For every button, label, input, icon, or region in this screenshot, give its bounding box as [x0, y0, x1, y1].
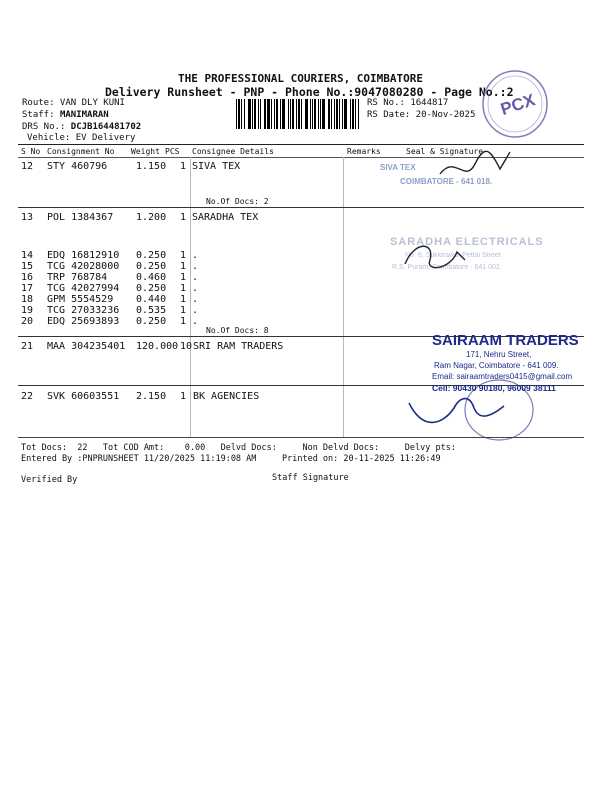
- barcode-bar: [248, 99, 251, 129]
- row-pcs: 1: [180, 283, 187, 294]
- row-pcs: 1: [180, 305, 187, 316]
- docs-note: No.Of Docs: 2: [206, 197, 269, 206]
- row-weight: 0.250: [136, 261, 167, 272]
- barcode-bar: [280, 99, 281, 129]
- sairaam-stamp-name: SAIRAAM TRADERS: [432, 332, 579, 349]
- barcode-bar: [254, 99, 256, 129]
- barcode-bar: [258, 99, 259, 129]
- signature-saradha: [395, 232, 485, 277]
- row-consignee: .: [192, 316, 199, 327]
- row-consignment: STY 460796: [47, 161, 108, 172]
- row-sno: 13: [21, 212, 34, 223]
- company-name: THE PROFESSIONAL COURIERS, COIMBATORE: [178, 72, 424, 85]
- barcode-bar: [350, 99, 351, 129]
- barcode-bar: [236, 99, 237, 129]
- electricals-stamp-line3: R.S. Puram, Coimbatore - 641 002.: [392, 264, 502, 271]
- pcx-stamp-text: PCX: [498, 90, 538, 120]
- row-sno: 16: [21, 272, 34, 283]
- row-weight: 0.250: [136, 283, 167, 294]
- row-weight: 0.250: [136, 250, 167, 261]
- barcode-bar: [331, 99, 332, 129]
- row-weight: 2.150: [136, 391, 167, 402]
- barcode-bar: [320, 99, 321, 129]
- row-pcs: 1: [180, 161, 187, 172]
- row-pcs: 1: [180, 272, 187, 283]
- row-weight: 0.535: [136, 305, 167, 316]
- sivatex-stamp-line2: COIMBATORE - 641 018.: [400, 177, 493, 186]
- col-sno: S No: [21, 147, 41, 156]
- barcode-bar: [314, 99, 316, 129]
- route-text: Route: VAN DLY KUNI: [22, 98, 125, 108]
- barcode-bar: [355, 99, 356, 129]
- sairaam-stamp-email: Email: sairaamtraders0415@gmail.com: [432, 372, 573, 381]
- barcode-bar: [334, 99, 335, 129]
- barcode-bar: [339, 99, 340, 129]
- staff-name: MANIMARAN: [59, 110, 109, 120]
- col-divider: [343, 157, 344, 437]
- drs-label: DRS No.:: [22, 122, 66, 132]
- barcode-bar: [298, 99, 300, 129]
- row-pcs: 1: [180, 294, 187, 305]
- row-sno: 19: [21, 305, 34, 316]
- row-sno: 18: [21, 294, 34, 305]
- row-consignment: POL 1384367: [47, 212, 114, 223]
- row-consignee: .: [192, 305, 199, 316]
- row-consignment: EDQ 25693893: [47, 316, 120, 327]
- row-consignment: GPM 5554529: [47, 294, 114, 305]
- drs-row: [22, 122, 141, 132]
- col-weight: Weight: [131, 147, 160, 156]
- row-consignee: SIVA TEX: [192, 161, 241, 172]
- docs-note: No.Of Docs: 8: [206, 326, 269, 335]
- row-weight: 0.250: [136, 316, 167, 327]
- barcode-bar: [318, 99, 319, 129]
- barcode-bar: [301, 99, 302, 129]
- sivatex-stamp-line1: SIVA TEX: [380, 163, 416, 172]
- barcode-bar: [276, 99, 278, 129]
- row-sno: 17: [21, 283, 34, 294]
- barcode-bar: [290, 99, 291, 129]
- group-rule: [18, 207, 584, 208]
- entered-by-line: Entered By :PNPRUNSHEET 11/20/2025 11:19:08 AM Printed on: 20-11-2025 11:26:49: [21, 454, 441, 464]
- row-pcs: 1: [180, 250, 187, 261]
- barcode-bar: [244, 99, 245, 129]
- barcode-bar: [310, 99, 311, 129]
- row-weight: 0.460: [136, 272, 167, 283]
- row-pcs: 10: [180, 341, 193, 352]
- barcode-bar: [292, 99, 294, 129]
- row-sno: 22: [21, 391, 34, 402]
- row-weight: 120.000: [136, 341, 179, 352]
- barcode-bar: [305, 99, 308, 129]
- row-weight: 1.200: [136, 212, 167, 223]
- staff-row: [22, 110, 109, 120]
- row-consignee: .: [192, 250, 199, 261]
- row-sno: 15: [21, 261, 34, 272]
- barcode-bar: [296, 99, 297, 129]
- col-consignee: Consignee Details: [192, 147, 274, 156]
- row-sno: 21: [21, 341, 34, 352]
- row-consignee: .: [192, 272, 199, 283]
- sairaam-stamp-addr2: Ram Nagar, Coimbatore - 641 009.: [434, 361, 559, 370]
- row-consignment: TRP 768784: [47, 272, 108, 283]
- row-consignment: TCG 42027994: [47, 283, 120, 294]
- row-weight: 1.150: [136, 161, 167, 172]
- row-pcs: 1: [180, 261, 187, 272]
- barcode-bar: [252, 99, 253, 129]
- barcode-bar: [238, 99, 240, 129]
- barcode-bar: [264, 99, 266, 129]
- barcode-bar: [267, 99, 270, 129]
- drs-number: DCJB164481702: [70, 122, 142, 132]
- pcx-stamp: [480, 68, 550, 140]
- row-consignment: TCG 42028000: [47, 261, 120, 272]
- barcode-bar: [328, 99, 330, 129]
- barcode-bar: [358, 99, 359, 129]
- barcode-bar: [288, 99, 289, 129]
- barcode-bar: [312, 99, 313, 129]
- barcode-bar: [322, 99, 325, 129]
- row-pcs: 1: [180, 212, 187, 223]
- row-consignment: EDQ 16812910: [47, 250, 120, 261]
- rs-number: RS No.: 1644817: [367, 98, 449, 108]
- row-consignee: SRI RAM TRADERS: [193, 341, 284, 352]
- col-pcs: PCS: [165, 147, 180, 156]
- totals-line: Tot Docs: 22 Tot COD Amt: 0.00 Delvd Docs: Non Delvd Docs: Delvy pts:: [21, 443, 456, 453]
- row-consignee: BK AGENCIES: [193, 391, 260, 402]
- sairaam-stamp-addr1: 171, Nehru Street,: [466, 350, 532, 359]
- row-pcs: 1: [180, 316, 187, 327]
- verified-by-label: Verified By: [21, 475, 78, 485]
- barcode-bar: [344, 99, 347, 129]
- row-consignment: SVK 60603551: [47, 391, 120, 402]
- staff-label: Staff:: [22, 110, 55, 120]
- row-consignee: .: [192, 261, 199, 272]
- rs-date: RS Date: 20-Nov-2025: [367, 110, 476, 120]
- col-seal: Seal & Signature: [406, 147, 484, 156]
- col-remarks: Remarks: [347, 147, 381, 156]
- row-consignee: SARADHA TEX: [192, 212, 259, 223]
- table-row: [21, 161, 33, 172]
- row-consignee: .: [192, 283, 199, 294]
- barcode-bar: [352, 99, 354, 129]
- vehicle-text: Vehicle: EV Delivery: [27, 133, 136, 143]
- col-consignment: Consignment No: [47, 147, 115, 156]
- signature-sivatex: [430, 144, 520, 189]
- row-pcs: 1: [180, 391, 187, 402]
- barcode: [236, 99, 363, 129]
- runsheet-title: Delivery Runsheet - PNP - Phone No.:9047080280 - Page No.:2: [105, 85, 514, 99]
- barcode-bar: [274, 99, 275, 129]
- barcode-bar: [336, 99, 338, 129]
- row-sno: 20: [21, 316, 34, 327]
- col-divider: [190, 157, 191, 437]
- row-weight: 0.440: [136, 294, 167, 305]
- electricals-stamp-line2: No. 8, Sukkirawar Pettai Street: [405, 252, 501, 259]
- row-consignment: TCG 27033236: [47, 305, 120, 316]
- row-consignee: .: [192, 294, 199, 305]
- sairaam-stamp-cell: Cell: 90430 90180, 96009 38111: [432, 383, 556, 393]
- row-consignment: MAA 304235401: [47, 341, 126, 352]
- barcode-bar: [241, 99, 242, 129]
- barcode-bar: [271, 99, 272, 129]
- row-sno: 12: [21, 161, 34, 172]
- row-sno: 14: [21, 250, 34, 261]
- barcode-bar: [342, 99, 343, 129]
- electricals-stamp-name: SARADHA ELECTRICALS: [390, 236, 544, 248]
- barcode-bar: [282, 99, 285, 129]
- footer-rule: [18, 437, 584, 438]
- barcode-bar: [260, 99, 261, 129]
- staff-signature-label: Staff Signature: [272, 473, 349, 483]
